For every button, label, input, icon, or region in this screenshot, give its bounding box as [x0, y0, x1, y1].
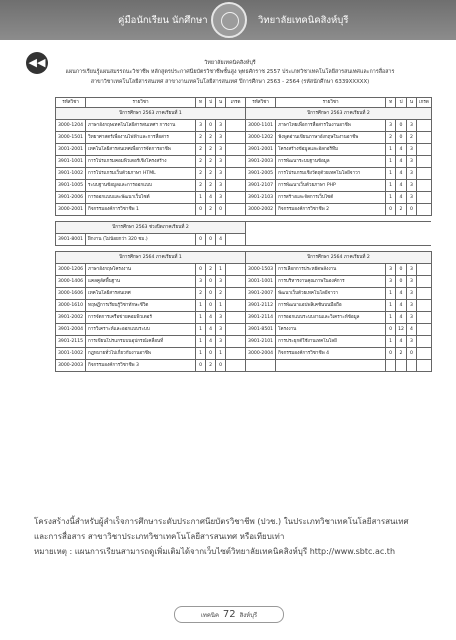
course-name: กฎหมายทั่วไปเกี่ยวกับงานอาชีพ	[86, 348, 196, 360]
course-p: 0	[206, 276, 216, 288]
grade-cell	[226, 192, 246, 204]
col-grade-2: เกรด	[416, 98, 431, 108]
college-seal-logo	[211, 2, 247, 38]
table-row	[56, 288, 432, 300]
course-p: 0	[396, 132, 407, 144]
course-n: 3	[406, 264, 416, 276]
course-code: 3000-2002	[246, 204, 276, 216]
col-n-2: น	[406, 98, 416, 108]
course-t: 0	[196, 234, 206, 246]
course-name: เทคโนโลยีสารสนเทศเพื่อการจัดการอาชีพ	[86, 144, 196, 156]
course-t: 0	[386, 324, 396, 336]
study-plan-table	[55, 97, 432, 372]
course-n: 3	[216, 168, 226, 180]
course-code: 3000-1606	[56, 288, 86, 300]
course-name: การจัดการเครือข่ายคอมพิวเตอร์	[86, 312, 196, 324]
course-t: 1	[386, 168, 396, 180]
course-code: 3901-1002	[56, 168, 86, 180]
course-n: 3	[216, 120, 226, 132]
grade-cell	[416, 156, 431, 168]
course-p: 12	[396, 324, 407, 336]
course-t: 1	[196, 336, 206, 348]
course-p: 2	[396, 348, 407, 360]
course-n: 2	[406, 132, 416, 144]
course-n: 3	[406, 180, 416, 192]
course-t: 0	[196, 264, 206, 276]
course-t: 2	[196, 132, 206, 144]
course-t: 1	[386, 288, 396, 300]
course-t: 0	[386, 204, 396, 216]
course-n	[406, 360, 416, 372]
course-n: 3	[406, 192, 416, 204]
course-name: ระบบฐานข้อมูลและการออกแบบ	[86, 180, 196, 192]
course-t: 2	[196, 180, 206, 192]
course-t: 2	[196, 156, 206, 168]
course-t	[386, 360, 396, 372]
course-name: พัฒนาเว็บด้วยเทคโนโลยีจาวา	[276, 288, 386, 300]
table-row	[56, 144, 432, 156]
grade-cell	[226, 132, 246, 144]
grade-cell	[226, 120, 246, 132]
course-t: 1	[196, 312, 206, 324]
col-p-2: ป	[396, 98, 407, 108]
top-banner	[0, 0, 456, 40]
course-p	[396, 360, 407, 372]
grade-cell	[226, 264, 246, 276]
grade-cell	[416, 264, 431, 276]
course-n: 1	[216, 264, 226, 276]
table-row	[56, 348, 432, 360]
course-p: 4	[396, 192, 407, 204]
course-t: 0	[386, 348, 396, 360]
course-name: การออกแบบระบบงานและวิเคราะห์ข้อมูล	[276, 312, 386, 324]
course-name: การประยุกต์ใช้งานเทคโนโลยี	[276, 336, 386, 348]
course-code: 3901-2006	[56, 192, 86, 204]
course-p: 2	[396, 204, 407, 216]
grade-cell	[416, 324, 431, 336]
course-t: 3	[386, 120, 396, 132]
course-p: 4	[206, 336, 216, 348]
course-p: 0	[206, 348, 216, 360]
grade-cell	[226, 204, 246, 216]
course-name: ภาษาไทยเพื่อการสื่อสารในงานอาชีพ	[276, 120, 386, 132]
course-code: 3901-1001	[56, 156, 86, 168]
course-t: 2	[196, 288, 206, 300]
course-t: 1	[386, 300, 396, 312]
course-n: 0	[406, 348, 416, 360]
table-row	[56, 312, 432, 324]
course-t: 1	[386, 336, 396, 348]
course-p: 0	[396, 276, 407, 288]
col-name: รายวิชา	[86, 98, 196, 108]
section-label: ปีการศึกษา 2564 ภาคเรียนที่ 2	[246, 252, 432, 264]
course-p: 2	[206, 144, 216, 156]
course-t: 1	[386, 312, 396, 324]
course-n: 3	[406, 276, 416, 288]
course-name: กิจกรรมองค์การวิชาชีพ 3	[86, 360, 196, 372]
course-code	[246, 360, 276, 372]
course-name: การวิเคราะห์และออกแบบระบบ	[86, 324, 196, 336]
grade-cell	[416, 168, 431, 180]
course-name: ภาษาอังกฤษโครงงาน	[86, 264, 196, 276]
course-n: 3	[216, 336, 226, 348]
course-code: 3901-2004	[56, 324, 86, 336]
table-row	[56, 234, 432, 246]
course-name: เทคโนโลยีสารสนเทศ	[86, 288, 196, 300]
page-number: 72	[222, 609, 236, 620]
course-code: 3901-2112	[246, 300, 276, 312]
course-name: ฟังพูดอ่านเขียนภาษาอังกฤษในงานอาชีพ	[276, 132, 386, 144]
course-name: การโปรแกรมคอมพิวเตอร์เชิงโครงสร้าง	[86, 156, 196, 168]
course-p: 0	[206, 120, 216, 132]
table-row	[56, 300, 432, 312]
course-n: 2	[216, 288, 226, 300]
course-t: 2	[386, 132, 396, 144]
course-code: 3000-1202	[246, 132, 276, 144]
course-code: 3000-2004	[246, 348, 276, 360]
grade-cell	[416, 336, 431, 348]
grade-cell	[226, 348, 246, 360]
course-p: 4	[396, 144, 407, 156]
course-p: 4	[396, 168, 407, 180]
course-n: 0	[216, 204, 226, 216]
course-p: 4	[396, 336, 407, 348]
course-code: 3000-1406	[56, 276, 86, 288]
col-t-2: ท	[386, 98, 396, 108]
course-t: 1	[386, 192, 396, 204]
course-code: 3901-1005	[56, 180, 86, 192]
col-grade: เกรด	[226, 98, 246, 108]
grade-cell	[226, 276, 246, 288]
course-p: 4	[396, 312, 407, 324]
course-name: ภาษาอังกฤษเทคโนโลยีสารสนเทศฯ การงาน	[86, 120, 196, 132]
footer-prefix: เทคนิค	[200, 612, 219, 619]
grade-cell	[226, 336, 246, 348]
course-code: 3901-2002	[56, 312, 86, 324]
course-name: การเขียนโปรแกรมบนอุปกรณ์เคลื่อนที่	[86, 336, 196, 348]
course-n: 3	[216, 156, 226, 168]
footer-suffix: สิงห์บุรี	[239, 612, 258, 619]
course-p: 4	[396, 156, 407, 168]
course-name: การบริหารงานคุณภาพในองค์การ	[276, 276, 386, 288]
course-t: 1	[196, 324, 206, 336]
table-row	[56, 192, 432, 204]
course-n: 3	[406, 312, 416, 324]
grade-cell	[416, 144, 431, 156]
course-code: 3901-2007	[246, 288, 276, 300]
course-name: การเลือกการประหยัดพลังงาน	[276, 264, 386, 276]
grade-cell	[416, 312, 431, 324]
course-code: 3901-2103	[246, 192, 276, 204]
course-code: 3901-8501	[246, 324, 276, 336]
course-n: 3	[216, 192, 226, 204]
course-code: 3000-2001	[56, 204, 86, 216]
course-code: 3901-2001	[246, 144, 276, 156]
course-n: 3	[216, 276, 226, 288]
course-code: 3000-1610	[56, 300, 86, 312]
course-code: 3901-2107	[246, 180, 276, 192]
course-p: 4	[206, 324, 216, 336]
grade-cell	[416, 192, 431, 204]
course-code: 3000-1204	[56, 120, 86, 132]
course-name: ฝึกงาน (ไม่น้อยกว่า 320 ชม.)	[86, 234, 196, 246]
course-name: การพัฒนาเว็บด้วยภาษา PHP	[276, 180, 386, 192]
course-p: 0	[206, 288, 216, 300]
section-header-row	[56, 252, 432, 264]
course-p: 0	[206, 234, 216, 246]
grade-cell	[226, 288, 246, 300]
course-n: 4	[216, 234, 226, 246]
course-t: 2	[196, 144, 206, 156]
course-p: 2	[206, 156, 216, 168]
course-code: 3901-2114	[246, 312, 276, 324]
course-p: 0	[396, 264, 407, 276]
course-name: การโปรแกรมเว็บด้วยภาษา HTML	[86, 168, 196, 180]
table-header-row	[56, 98, 432, 108]
course-p: 0	[206, 300, 216, 312]
table-row	[56, 180, 432, 192]
course-code: 3001-1001	[246, 276, 276, 288]
course-t: 2	[196, 168, 206, 180]
course-n: 4	[406, 324, 416, 336]
table-row	[56, 120, 432, 132]
course-t: 0	[196, 204, 206, 216]
course-name: การพัฒนาระบบฐานข้อมูล	[276, 156, 386, 168]
course-name: การโปรแกรมเชิงวัตถุด้วยเทคโนโลยีจาวา	[276, 168, 386, 180]
grade-cell	[226, 156, 246, 168]
course-name: กิจกรรมองค์การวิชาชีพ 2	[276, 204, 386, 216]
banner-right-title: วิทยาลัยเทคนิคสิงห์บุรี	[258, 15, 349, 26]
grade-cell	[416, 180, 431, 192]
course-n: 3	[406, 336, 416, 348]
course-p: 4	[396, 180, 407, 192]
empty-cell	[246, 234, 432, 246]
course-p: 2	[206, 168, 216, 180]
course-p: 4	[206, 312, 216, 324]
course-n: 3	[216, 132, 226, 144]
note-paragraph-1: โครงสร้างนี้สำหรับผู้สำเร็จการศึกษาระดับประกาศนียบัตรวิชาชีพ (ปวช.) ในประเภทวิชาเทคโนโลยีสารสนเทศ	[34, 517, 409, 526]
course-n: 3	[216, 324, 226, 336]
course-code: 3901-2101	[246, 336, 276, 348]
empty-cell	[246, 222, 432, 234]
course-n: 3	[406, 144, 416, 156]
course-name	[276, 360, 386, 372]
course-n: 3	[216, 312, 226, 324]
course-t: 1	[196, 300, 206, 312]
course-code: 3901-2115	[56, 336, 86, 348]
col-t: ท	[196, 98, 206, 108]
grade-cell	[416, 276, 431, 288]
course-p: 2	[206, 264, 216, 276]
course-n: 3	[406, 156, 416, 168]
course-n: 3	[216, 144, 226, 156]
course-code: 3000-1101	[246, 120, 276, 132]
grade-cell	[416, 348, 431, 360]
back-arrow-icon[interactable]: ◀◀	[26, 52, 48, 74]
course-name: แคลคูลัสพื้นฐาน	[86, 276, 196, 288]
course-t: 3	[386, 276, 396, 288]
grade-cell	[226, 234, 246, 246]
course-t: 1	[386, 180, 396, 192]
course-name: การออกแบบและพัฒนาเว็บไซต์	[86, 192, 196, 204]
course-name: การพัฒนาแอปพลิเคชันบนมือถือ	[276, 300, 386, 312]
course-code: 3000-1501	[56, 132, 86, 144]
grade-cell	[226, 180, 246, 192]
grade-cell	[416, 300, 431, 312]
section-label: ปีการศึกษา 2563 ภาคเรียนที่ 1	[56, 108, 246, 120]
grade-cell	[416, 120, 431, 132]
course-n: 0	[216, 360, 226, 372]
course-t: 0	[196, 360, 206, 372]
section-label: ปีการศึกษา 2563 ภาคเรียนที่ 2	[246, 108, 432, 120]
course-p: 2	[206, 204, 216, 216]
grade-cell	[226, 360, 246, 372]
table-row	[56, 168, 432, 180]
course-code: 3001-2001	[56, 144, 86, 156]
course-t: 3	[196, 276, 206, 288]
section-label: ปีการศึกษา 2564 ภาคเรียนที่ 1	[56, 252, 246, 264]
course-code: 3001-1002	[56, 348, 86, 360]
course-t: 1	[386, 144, 396, 156]
course-code: 3901-2003	[246, 156, 276, 168]
course-n: 3	[406, 120, 416, 132]
course-name: การสร้างและจัดการเว็บไซต์	[276, 192, 386, 204]
course-p: 2	[206, 132, 216, 144]
course-n: 0	[406, 204, 416, 216]
table-row	[56, 360, 432, 372]
course-p: 2	[206, 180, 216, 192]
course-t: 1	[196, 348, 206, 360]
course-code: 3000-1206	[56, 264, 86, 276]
grade-cell	[416, 288, 431, 300]
grade-cell	[416, 204, 431, 216]
section-header-row	[56, 222, 432, 234]
course-name: กิจกรรมองค์การวิชาชีพ 4	[276, 348, 386, 360]
course-n: 1	[216, 300, 226, 312]
course-t: 1	[386, 156, 396, 168]
course-n: 3	[216, 180, 226, 192]
table-row	[56, 204, 432, 216]
course-name: โครงสร้างข้อมูลและอัลกอริทึม	[276, 144, 386, 156]
course-t: 3	[196, 120, 206, 132]
col-n: น	[216, 98, 226, 108]
course-p: 4	[396, 300, 407, 312]
table-row	[56, 132, 432, 144]
table-row	[56, 324, 432, 336]
grade-cell	[226, 312, 246, 324]
col-p: ป	[206, 98, 216, 108]
course-n: 1	[216, 348, 226, 360]
course-code: 3901-2005	[246, 168, 276, 180]
course-t: 3	[386, 264, 396, 276]
course-n: 3	[406, 288, 416, 300]
col-code: รหัสวิชา	[56, 98, 86, 108]
course-t: 1	[196, 192, 206, 204]
course-code: 3000-1503	[246, 264, 276, 276]
grade-cell	[226, 300, 246, 312]
course-p: 0	[396, 120, 407, 132]
page-footer	[174, 606, 284, 623]
doc-title: วิทยาลัยเทคนิคสิงห์บุรี	[204, 60, 256, 66]
grade-cell	[226, 324, 246, 336]
note-paragraph-2: และการสื่อสาร สาขาวิชาประเภทวิชาเทคโนโลยีสารสนเทศ หรือเทียบเท่า	[34, 532, 285, 541]
course-n: 3	[406, 300, 416, 312]
course-name: กิจกรรมองค์การวิชาชีพ 1	[86, 204, 196, 216]
course-p: 2	[206, 360, 216, 372]
table-row	[56, 276, 432, 288]
grade-cell	[226, 144, 246, 156]
table-row	[56, 336, 432, 348]
course-code: 3901-8001	[56, 234, 86, 246]
course-name: โครงงาน	[276, 324, 386, 336]
course-p: 4	[396, 288, 407, 300]
grade-cell	[226, 168, 246, 180]
course-name: วิทยาศาสตร์เพื่องานไฟฟ้าและการสื่อสาร	[86, 132, 196, 144]
banner-left-title: คู่มือนักเรียน นักศึกษา	[118, 15, 208, 26]
table-row	[56, 264, 432, 276]
course-n: 3	[406, 168, 416, 180]
course-name: ทฤษฎีการเรียนรู้วิชาทักษะชีวิต	[86, 300, 196, 312]
section-label: ปีการศึกษา 2563 ช่วงปิดภาคเรียนที่ 2	[56, 222, 246, 234]
grade-cell	[416, 132, 431, 144]
col-name-2: รายวิชา	[276, 98, 386, 108]
note-paragraph-3: หมายเหตุ : แผนการเรียนสามารถดูเพิ่มเติมได้จากเว็บไซต์วิทยาลัยเทคนิคสิงห์บุรี http://www.sbtc.ac.th	[34, 547, 396, 556]
doc-subtitle: แผนการเรียนรู้แผนสมรรถนะวิชาชีพ หลักสูตรประกาศนียบัตรวิชาชีพชั้นสูง พุทธศักราช 2557 ประเภทวิชาเทคโนโลยีสารสนเทศและการสื่อสาร	[65, 69, 395, 75]
col-code-2: รหัสวิชา	[246, 98, 276, 108]
course-code: 3000-2003	[56, 360, 86, 372]
course-p: 4	[206, 192, 216, 204]
table-row	[56, 156, 432, 168]
section-header-row	[56, 108, 432, 120]
doc-program-line: สาขาวิชาเทคโนโลยีสารสนเทศ สาขางานเทคโนโลยีสารสนเทศ ปีการศึกษา 2563 - 2564 (รหัสนักศึกษา 6339XXXXX)	[90, 79, 370, 85]
grade-cell	[416, 360, 431, 372]
